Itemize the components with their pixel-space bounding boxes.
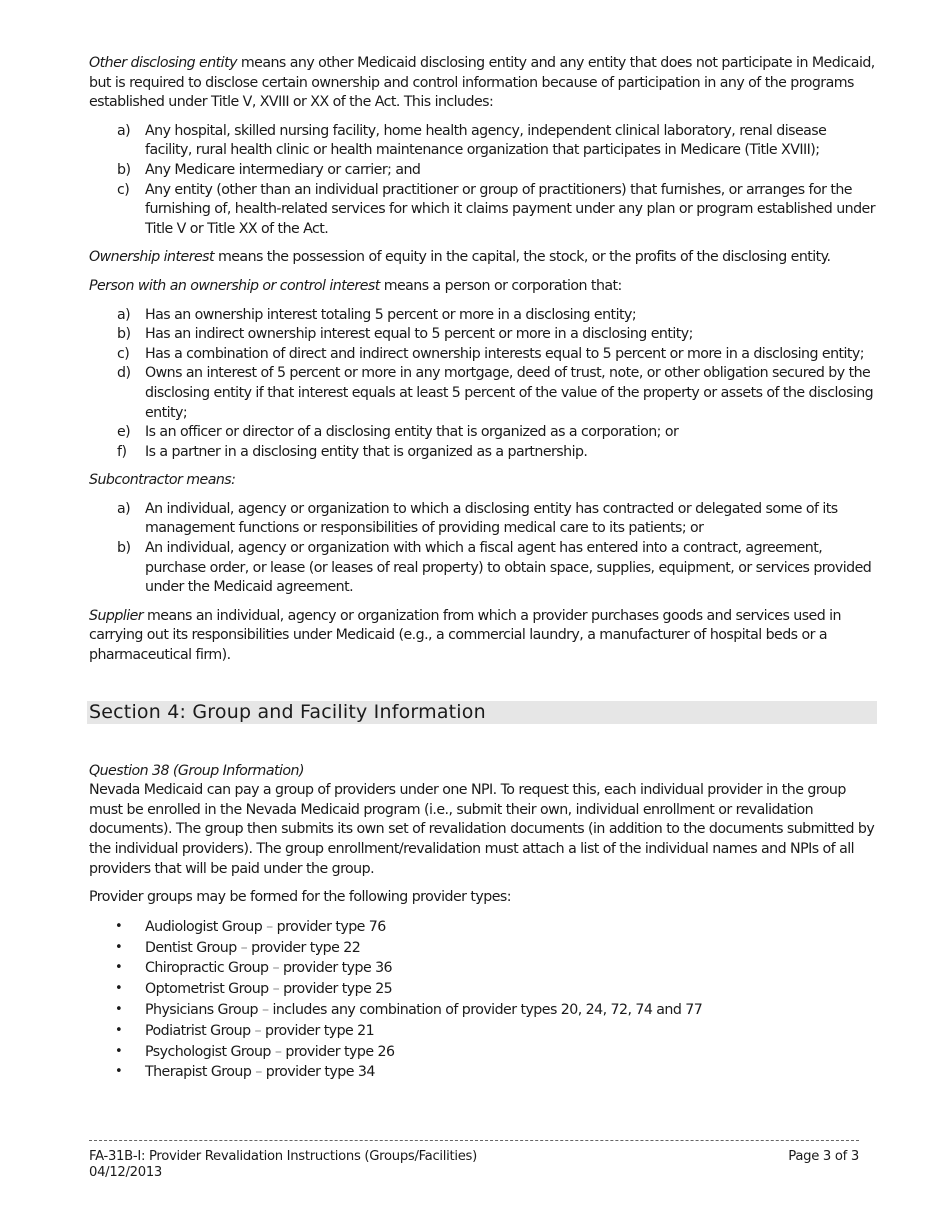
- document-page: [89, 54, 875, 1083]
- list-item: [89, 539, 875, 598]
- list-item-text: Any entity (other than an individual practitioner or group of practitioners) that furnishes, or arranges for the furnishing of, health-related services for which it claims payment under any plan or program established under Title V or Title XX of the Act.: [145, 181, 875, 237]
- footer-page-number: Page 3 of 3: [788, 1149, 859, 1164]
- definition-subcontractor: [89, 471, 875, 491]
- dash: –: [274, 1043, 282, 1060]
- section-heading: Section 4: Group and Facility Information: [87, 701, 877, 724]
- term: Other disclosing entity: [89, 55, 237, 71]
- list-item-text: Is a partner in a disclosing entity that is organized as a partnership.: [145, 443, 588, 460]
- list-item: [89, 161, 875, 181]
- group-name: Podiatrist Group: [145, 1022, 255, 1039]
- definition-text: means the possession of equity in the capital, the stock, or the profits of the disclosing entity.: [214, 249, 831, 266]
- footer-date: 04/12/2013: [89, 1165, 163, 1180]
- group-name: Optometrist Group: [145, 981, 273, 998]
- dash: –: [272, 960, 279, 977]
- list-item-text: Has an ownership interest totaling 5 percent or more in a disclosing entity;: [145, 306, 637, 323]
- group-name: Therapist Group: [145, 1064, 256, 1081]
- list-marker: e): [117, 424, 131, 441]
- provider-groups-intro: Provider groups may be formed for the following provider types:: [89, 889, 511, 906]
- list-item-text: Any hospital, skilled nursing facility, home health agency, independent clinical laboratory, renal disease facility, rural health clinic or health maintenance organization that participates in Medicare (Title XVIII);: [145, 122, 827, 159]
- dash: –: [255, 1064, 262, 1081]
- term: Person with an ownership or control interest: [89, 277, 380, 294]
- definition-text: means an individual, agency or organization from which a provider purchases goods and services used in carrying out its responsibilities under Medicaid (e.g., a commercial laundry, a manufacturer of hospital beds or a pharmaceutical firm).: [89, 607, 841, 664]
- list-item: [89, 325, 875, 345]
- list-item: [89, 1000, 875, 1021]
- dash: –: [254, 1022, 262, 1039]
- definition-ownership-interest: [89, 248, 875, 268]
- list-item-text: An individual, agency or organization to which a disclosing entity has contracted or delegated some of its management functions or responsibilities of providing medical care to its patients; or: [145, 500, 838, 537]
- list-item: [89, 958, 875, 979]
- list-marker: a): [117, 122, 131, 139]
- group-desc: provider type 76: [272, 918, 386, 935]
- group-desc: provider type 22: [247, 939, 361, 956]
- list-item: [89, 443, 875, 463]
- dash: –: [240, 939, 248, 956]
- bullet-icon: •: [115, 960, 123, 976]
- list-item: [89, 917, 875, 938]
- group-name: Physicians Group: [145, 1001, 262, 1018]
- list-marker: a): [117, 306, 131, 323]
- group-name: Audiologist Group: [145, 918, 267, 935]
- list-item: [89, 364, 875, 423]
- list-item-text: Has an indirect ownership interest equal to 5 percent or more in a disclosing entity;: [145, 326, 693, 343]
- bullet-icon: •: [115, 1001, 123, 1017]
- list-item: [89, 1042, 875, 1063]
- list-marker: c): [117, 181, 130, 198]
- bullet-icon: •: [115, 939, 123, 955]
- group-info-paragraph: Nevada Medicaid can pay a group of providers under one NPI. To request this, each individual provider in the group must be enrolled in the Nevada Medicaid program (i.e., submit their own, individual enrollment or revalidation documents). The group then submits its own set of revalidation documents (in addition to the documents submitted by the individual providers). The group enrollment/revalidation must attach a list of the individual names and NPIs of all providers that will be paid under the group.: [89, 782, 875, 877]
- list-marker: f): [117, 443, 127, 460]
- list-item-text: Owns an interest of 5 percent or more in any mortgage, deed of trust, note, or other obligation secured by the disclosing entity if that interest equals at least 5 percent of the value of the property or assets of the disclosing entity;: [145, 365, 874, 421]
- term: Ownership interest: [89, 249, 215, 266]
- definition-other-disclosing-entity: [89, 54, 875, 113]
- definition-text: means a person or corporation that:: [379, 277, 622, 294]
- bullet-icon: •: [115, 1043, 123, 1059]
- bullet-icon: •: [115, 918, 123, 934]
- group-desc: provider type 25: [279, 981, 393, 998]
- definition-text: means any other Medicaid disclosing entity and any entity that does not participate in Medicaid, but is required to disclose certain ownership and control information because of participation in any of the programs established under Title V, XVIII or XX of the Act. This includes:: [89, 55, 875, 111]
- dash: –: [272, 981, 280, 998]
- other-disclosing-list: [89, 122, 875, 240]
- provider-group-list: [89, 917, 875, 1083]
- group-desc: provider type 34: [261, 1064, 375, 1081]
- question-heading: Question 38 (Group Information): [89, 762, 304, 779]
- footer-row: [89, 1149, 859, 1165]
- list-item: [89, 500, 875, 539]
- list-item-text: An individual, agency or organization with which a fiscal agent has entered into a contract, agreement, purchase order, or lease (or leases of real property) to obtain space, supplies, equipment, or services provided under the Medicaid agreement.: [145, 540, 872, 596]
- list-item: [89, 122, 875, 161]
- group-name: Psychologist Group: [145, 1043, 275, 1060]
- list-marker: b): [117, 161, 131, 178]
- list-item-text: Is an officer or director of a disclosing entity that is organized as a corporation; or: [145, 424, 679, 441]
- list-item: [89, 1021, 875, 1042]
- list-item: [89, 345, 875, 365]
- term: Subcontractor means:: [89, 472, 236, 489]
- bullet-icon: •: [115, 1064, 123, 1080]
- group-desc: provider type 26: [281, 1043, 395, 1060]
- group-name: Chiropractic Group: [145, 960, 273, 977]
- dash: –: [261, 1001, 269, 1018]
- definition-supplier: [89, 607, 875, 666]
- footer-form-title: FA-31B-I: Provider Revalidation Instructions (Groups/Facilities): [89, 1149, 477, 1164]
- list-item: [89, 938, 875, 959]
- page-footer: [89, 1140, 859, 1181]
- list-item: [89, 979, 875, 1000]
- list-item-text: Has a combination of direct and indirect ownership interests equal to 5 percent or more in a disclosing entity;: [145, 345, 865, 362]
- bullet-icon: •: [115, 1022, 123, 1038]
- group-desc: provider type 21: [261, 1022, 375, 1039]
- list-item: [89, 423, 875, 443]
- list-marker: c): [117, 345, 130, 362]
- subcontractor-list: [89, 500, 875, 598]
- definition-person-with-interest: [89, 277, 875, 297]
- list-item: [89, 1062, 875, 1083]
- term: Supplier: [89, 607, 144, 624]
- list-item-text: Any Medicare intermediary or carrier; and: [145, 161, 421, 178]
- bullet-icon: •: [115, 981, 123, 997]
- dash: –: [266, 918, 273, 935]
- person-with-interest-list: [89, 306, 875, 463]
- list-item: [89, 181, 875, 240]
- list-marker: b): [117, 540, 131, 557]
- list-item: [89, 306, 875, 326]
- group-desc: provider type 36: [279, 960, 393, 977]
- group-name: Dentist Group: [145, 939, 241, 956]
- list-marker: d): [117, 365, 131, 382]
- footer-divider: [89, 1140, 859, 1141]
- list-marker: b): [117, 326, 131, 343]
- group-desc: includes any combination of provider types 20, 24, 72, 74 and 77: [268, 1001, 703, 1018]
- list-marker: a): [117, 500, 131, 517]
